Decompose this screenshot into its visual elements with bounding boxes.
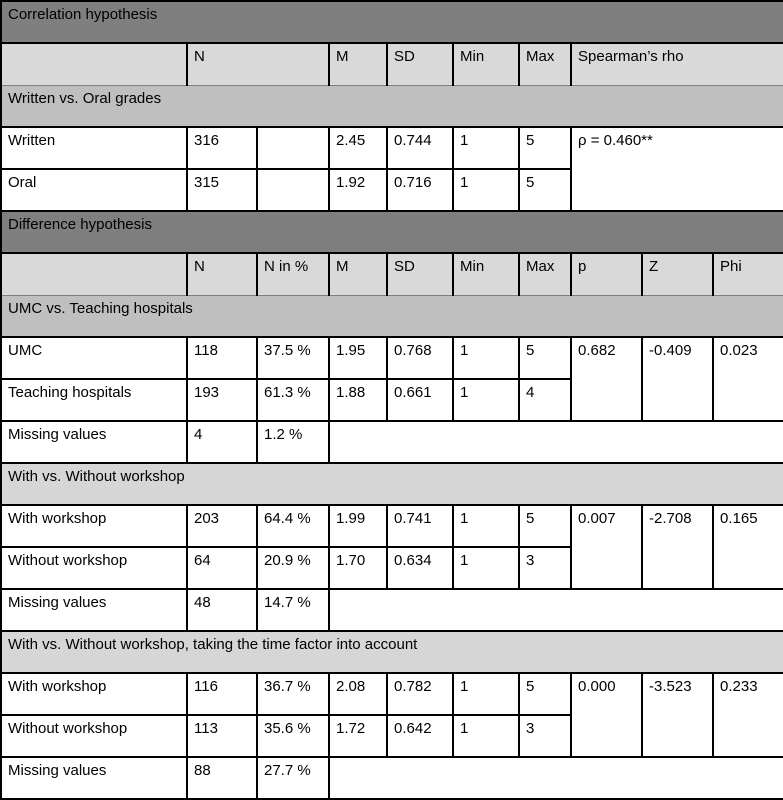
cell-with-min: 1 xyxy=(453,505,519,547)
cell-with-sd: 0.741 xyxy=(387,505,453,547)
cell-without-sd: 0.634 xyxy=(387,547,453,589)
row-label-without-workshop: Without workshop xyxy=(1,715,187,757)
cell-written-n: 316 xyxy=(187,127,257,169)
cell-without-time-n-pct: 35.6 % xyxy=(257,715,329,757)
cell-with-time-max: 5 xyxy=(519,673,571,715)
cell-missing-n-pct: 1.2 % xyxy=(257,421,329,463)
col-header-n: N xyxy=(187,253,257,295)
col-header-min: Min xyxy=(453,253,519,295)
cell-teaching-sd: 0.661 xyxy=(387,379,453,421)
row-label-with-workshop: With workshop xyxy=(1,505,187,547)
cell-with-time-n: 116 xyxy=(187,673,257,715)
cell-umc-m: 1.95 xyxy=(329,337,387,379)
cell-missing-empty xyxy=(329,757,783,799)
cell-with-z: -2.708 xyxy=(642,505,713,589)
col-header-max: Max xyxy=(519,253,571,295)
cell-umc-min: 1 xyxy=(453,337,519,379)
cell-written-m: 2.45 xyxy=(329,127,387,169)
cell-missing-n: 48 xyxy=(187,589,257,631)
col-header-n-pct: N in % xyxy=(257,253,329,295)
cell-without-time-n: 113 xyxy=(187,715,257,757)
section-header-with-vs-without-workshop: With vs. Without workshop xyxy=(1,463,783,505)
cell-oral-n: 315 xyxy=(187,169,257,211)
corner-cell xyxy=(1,43,187,85)
col-header-p: p xyxy=(571,253,642,295)
cell-umc-n-pct: 37.5 % xyxy=(257,337,329,379)
row-label-missing-values: Missing values xyxy=(1,421,187,463)
cell-without-time-min: 1 xyxy=(453,715,519,757)
row-label-written: Written xyxy=(1,127,187,169)
cell-oral-sd: 0.716 xyxy=(387,169,453,211)
cell-with-phi: 0.165 xyxy=(713,505,783,589)
section-header-written-vs-oral: Written vs. Oral grades xyxy=(1,85,783,127)
row-written xyxy=(1,127,783,169)
col-header-spearmans-rho: Spearman’s rho xyxy=(571,43,783,85)
cell-teaching-min: 1 xyxy=(453,379,519,421)
cell-with-p: 0.007 xyxy=(571,505,642,589)
cell-umc-sd: 0.768 xyxy=(387,337,453,379)
row-label-umc: UMC xyxy=(1,337,187,379)
cell-without-n-pct: 20.9 % xyxy=(257,547,329,589)
cell-without-time-sd: 0.642 xyxy=(387,715,453,757)
cell-without-m: 1.70 xyxy=(329,547,387,589)
row-umc xyxy=(1,337,783,379)
cell-with-time-m: 2.08 xyxy=(329,673,387,715)
cell-teaching-n: 193 xyxy=(187,379,257,421)
row-difference-hypothesis-title xyxy=(1,211,783,253)
cell-written-max: 5 xyxy=(519,127,571,169)
col-header-sd: SD xyxy=(387,253,453,295)
col-header-n: N xyxy=(187,43,329,85)
col-header-z: Z xyxy=(642,253,713,295)
cell-teaching-m: 1.88 xyxy=(329,379,387,421)
cell-written-min: 1 xyxy=(453,127,519,169)
row-section-written-vs-oral xyxy=(1,85,783,127)
section-title-difference-hypothesis: Difference hypothesis xyxy=(1,211,783,253)
col-header-min: Min xyxy=(453,43,519,85)
cell-without-n: 64 xyxy=(187,547,257,589)
row-section-workshop-time-factor xyxy=(1,631,783,673)
section-header-workshop-time-factor: With vs. Without workshop, taking the time factor into account xyxy=(1,631,783,673)
row-correlation-column-headers xyxy=(1,43,783,85)
cell-oral-m: 1.92 xyxy=(329,169,387,211)
cell-without-min: 1 xyxy=(453,547,519,589)
cell-teaching-max: 4 xyxy=(519,379,571,421)
cell-with-time-phi: 0.233 xyxy=(713,673,783,757)
cell-written-sd: 0.744 xyxy=(387,127,453,169)
cell-spearman-rho-value: ρ = 0.460** xyxy=(571,127,783,211)
cell-with-time-n-pct: 36.7 % xyxy=(257,673,329,715)
row-section-umc-vs-teaching xyxy=(1,295,783,337)
row-missing-values-time xyxy=(1,757,783,799)
cell-oral-max: 5 xyxy=(519,169,571,211)
cell-umc-p: 0.682 xyxy=(571,337,642,421)
row-label-missing-values: Missing values xyxy=(1,589,187,631)
row-with-workshop-time xyxy=(1,673,783,715)
cell-written-n-pct xyxy=(257,127,329,169)
row-label-without-workshop: Without workshop xyxy=(1,547,187,589)
cell-missing-n-pct: 14.7 % xyxy=(257,589,329,631)
row-correlation-hypothesis-title xyxy=(1,1,783,43)
section-header-umc-vs-teaching: UMC vs. Teaching hospitals xyxy=(1,295,783,337)
cell-umc-max: 5 xyxy=(519,337,571,379)
cell-missing-empty xyxy=(329,589,783,631)
cell-missing-time-n: 88 xyxy=(187,757,257,799)
cell-without-max: 3 xyxy=(519,547,571,589)
row-label-teaching-hospitals: Teaching hospitals xyxy=(1,379,187,421)
section-title-correlation-hypothesis: Correlation hypothesis xyxy=(1,1,783,43)
row-missing-values-umc xyxy=(1,421,783,463)
row-section-with-vs-without-workshop xyxy=(1,463,783,505)
col-header-sd: SD xyxy=(387,43,453,85)
row-missing-values-workshop xyxy=(1,589,783,631)
row-label-with-workshop: With workshop xyxy=(1,673,187,715)
col-header-phi: Phi xyxy=(713,253,783,295)
cell-missing-time-n-pct: 27.7 % xyxy=(257,757,329,799)
corner-cell xyxy=(1,253,187,295)
cell-with-time-min: 1 xyxy=(453,673,519,715)
col-header-max: Max xyxy=(519,43,571,85)
row-label-oral: Oral xyxy=(1,169,187,211)
cell-with-m: 1.99 xyxy=(329,505,387,547)
cell-with-time-z: -3.523 xyxy=(642,673,713,757)
cell-without-time-max: 3 xyxy=(519,715,571,757)
cell-with-time-sd: 0.782 xyxy=(387,673,453,715)
cell-with-time-p: 0.000 xyxy=(571,673,642,757)
cell-with-n-pct: 64.4 % xyxy=(257,505,329,547)
cell-with-max: 5 xyxy=(519,505,571,547)
cell-oral-min: 1 xyxy=(453,169,519,211)
col-header-m: M xyxy=(329,253,387,295)
cell-without-time-m: 1.72 xyxy=(329,715,387,757)
cell-umc-z: -0.409 xyxy=(642,337,713,421)
row-label-missing-values: Missing values xyxy=(1,757,187,799)
col-header-m: M xyxy=(329,43,387,85)
cell-teaching-n-pct: 61.3 % xyxy=(257,379,329,421)
cell-umc-phi: 0.023 xyxy=(713,337,783,421)
row-with-workshop xyxy=(1,505,783,547)
cell-missing-n: 4 xyxy=(187,421,257,463)
cell-umc-n: 118 xyxy=(187,337,257,379)
cell-with-n: 203 xyxy=(187,505,257,547)
cell-oral-n-pct xyxy=(257,169,329,211)
cell-missing-empty xyxy=(329,421,783,463)
row-difference-column-headers xyxy=(1,253,783,295)
